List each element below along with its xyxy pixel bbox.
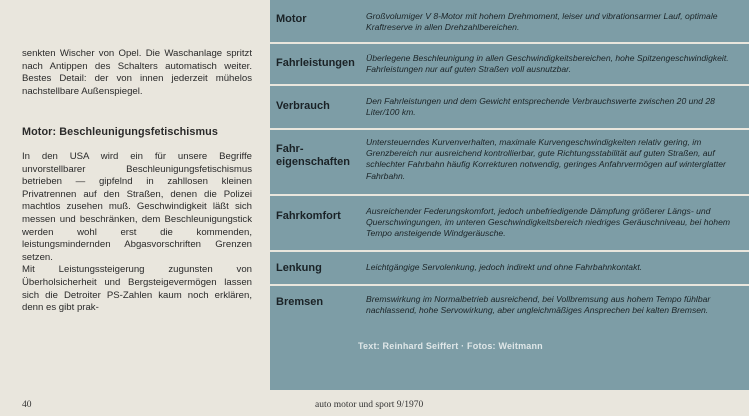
table-row: [270, 0, 749, 40]
intro-paragraph: senkten Wischer von Opel. Die Waschanlage spritzt nach Antippen des Schalters automatisch weiter. Bestes Detail: der von innen jederzeit mühelos nachstellbare Außenspiegel.: [22, 48, 252, 97]
body-paragraph-2: Mit Leistungssteigerung zugunsten von Überholsicherheit und Bergsteigevermögen lassen sich die Detroiter PS-Zahlen kaum noch erklären, denn es gibt prak-: [22, 264, 252, 314]
article-column: [22, 48, 252, 315]
body-paragraph-1: In den USA wird ein für unsere Begriffe unvorstellbarer Beschleunigungsfetischismus betrieben — gipfelnd in zahllosen kleinen Privatrennen auf den Straßen, denen die Polizei machtlos zusehen muß. Geschwindigkeit läßt sich messen und beschränken, dem Beschleunigungstick werden wohl erst die kommenden, leistungsmindernden Abgasvorschriften Grenzen setzen.: [22, 150, 252, 263]
row-label: Fahrleistungen: [276, 57, 355, 69]
row-text: Überlegene Beschleunigung in allen Geschwindigkeitsbereichen, hohe Spitzengeschwindigkeit. Fahrleistungen nur auf guten Straßen voll ausnutzbar.: [366, 53, 729, 75]
table-row: [270, 284, 749, 392]
row-label: Fahr- eigenschaften: [276, 143, 350, 168]
row-label: Verbrauch: [276, 100, 330, 112]
table-row: [270, 194, 749, 250]
row-text: Leichtgängige Servolenkung, jedoch indirekt und ohne Fahrbahnkontakt.: [366, 262, 643, 272]
table-row: [270, 42, 749, 84]
page-number: 40: [22, 400, 32, 410]
row-text: Ausreichender Federungskomfort, jedoch unbefriedigende Dämpfung größerer Längs- und Querschwingungen, im unteren Geschwindigkeitsbereich niedriges Geräuschniveau, bei hohem Tempo ansteigende Windgeräusche.: [366, 206, 731, 239]
row-label: Bremsen: [276, 296, 324, 308]
row-text: Großvolumiger V 8-Motor mit hohem Drehmoment, leiser und vibrationsarmer Lauf, optimale Kraftreserve in allen Drehzahlbereichen.: [366, 11, 718, 33]
table-row: [270, 250, 749, 284]
section-heading: Motor: Beschleunigungsfetischismus: [22, 126, 218, 139]
publication-footer: auto motor und sport 9/1970: [315, 400, 424, 410]
rating-table: [270, 0, 749, 390]
table-row: [270, 84, 749, 128]
row-text: Untersteuerndes Kurvenverhalten, maximale Kurvengeschwindigkeiten relativ gering, im Grenzbereich nur ausreichend kontrollierbar, gute Richtungsstabilität auf guten Straßen, auf schlechter Fahrbahn häufig Korrekturen notwendig, geringes Anfahrvermögen auf winterglatter Fahrbahn.: [366, 137, 726, 181]
row-label: Motor: [276, 13, 307, 25]
row-text: Bremswirkung im Normalbetrieb ausreichend, bei Vollbremsung aus hohem Tempo fühlbar nachlassend, hohe Servowirkung, aber ungleichmäßiges Ansprechen bei kalten Bremsen.: [366, 294, 711, 316]
table-row: [270, 128, 749, 194]
row-text: Den Fahrleistungen und dem Gewicht entsprechende Verbrauchswerte zwischen 20 und 28 Liter/100 km.: [366, 96, 715, 118]
row-label: Lenkung: [276, 262, 322, 274]
photo-credits: Text: Reinhard Seiffert · Fotos: Weitmann: [358, 341, 543, 351]
row-label: Fahrkomfort: [276, 210, 341, 222]
